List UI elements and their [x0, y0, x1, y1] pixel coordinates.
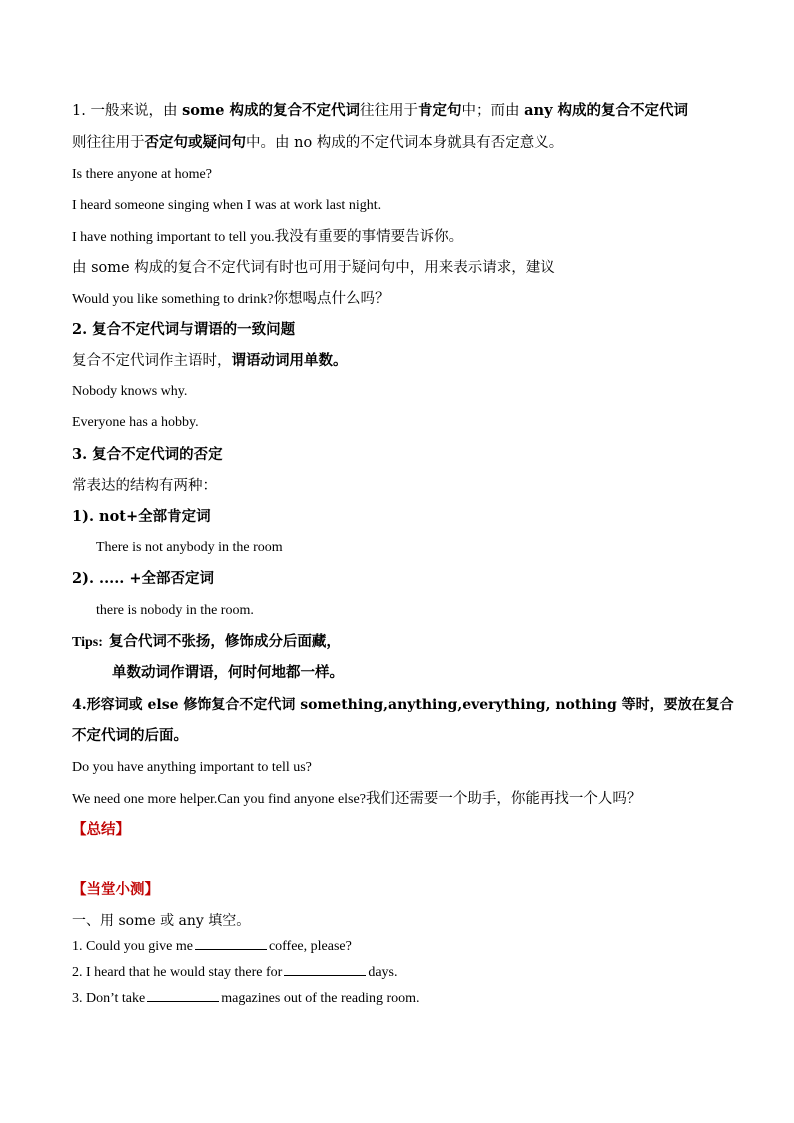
example-translation: 你想喝点什么吗？	[273, 291, 390, 307]
rule-3-line: 常表达的结构有两种：	[72, 478, 217, 494]
rule-2-line	[72, 351, 348, 371]
rule-2-text: 复合不定代词作主语时，	[72, 353, 232, 369]
tips-text: 复合代词不张扬，修饰成分后面藏，	[108, 633, 341, 650]
example-english: I have nothing important to tell you.	[72, 230, 275, 245]
example-translation: 我们还需要一个助手，你能再找一个人吗？	[365, 791, 642, 807]
example-sentence	[72, 289, 389, 310]
summary-heading: 【总结】	[72, 821, 130, 838]
question-text: 1. Could you give me	[72, 939, 193, 954]
question-text: days.	[368, 965, 398, 980]
quiz-heading: 【当堂小测】	[72, 881, 159, 898]
section-heading-4-cont: 不定代词的后面。	[72, 727, 188, 744]
example-english: Would you like something to drink?	[72, 292, 274, 307]
example-translation: 我没有重要的事情要告诉你。	[274, 229, 464, 245]
structure-2-heading: 2). ..... +全部否定词	[72, 570, 214, 587]
example-sentence: Is there anyone at home?	[72, 167, 212, 182]
rule-1-affirmative: 肯定句	[418, 102, 462, 119]
example-sentence: There is not anybody in the room	[96, 540, 283, 555]
rule-1-negative-question: 否定句或疑问句	[144, 134, 246, 151]
section-heading-2: 2. 复合不定代词与谓语的一致问题	[72, 321, 296, 338]
example-sentence	[72, 227, 463, 248]
rule-1-text: 中；而由	[461, 103, 525, 119]
example-sentence: Everyone has a hobby.	[72, 415, 199, 430]
answer-blank[interactable]	[147, 989, 219, 1002]
rule-2-emphasis: 谓语动词用单数。	[231, 352, 348, 369]
tips-line-2: 单数动词作谓语，何时何地都一样。	[112, 664, 344, 681]
answer-blank[interactable]	[284, 963, 366, 976]
question-text: 2. I heard that he would stay there for	[72, 965, 283, 980]
section-heading-3: 3. 复合不定代词的否定	[72, 446, 223, 463]
rule-1-line-2	[72, 133, 563, 153]
question-text: magazines out of the reading room.	[221, 991, 420, 1006]
question-text: 3. Don’t take	[72, 991, 146, 1006]
rule-1-line-1	[72, 101, 688, 121]
tips-line-1	[72, 632, 341, 653]
rule-1-some-term: some 构成的复合不定代词	[182, 102, 361, 119]
quiz-question-2	[72, 963, 398, 983]
quiz-question-1	[72, 937, 352, 957]
rule-1-text: 往往用于	[360, 103, 419, 119]
answer-blank[interactable]	[195, 937, 267, 950]
example-sentence: Nobody knows why.	[72, 384, 188, 399]
rule-1-text: 1. 一般来说，由	[72, 103, 183, 119]
example-sentence	[72, 789, 641, 810]
structure-1-heading: 1). not+全部肯定词	[72, 508, 211, 525]
question-text: coffee, please?	[268, 939, 352, 954]
quiz-question-3	[72, 989, 420, 1009]
note-line: 由 some 构成的复合不定代词有时也可用于疑问句中，用来表示请求，建议	[72, 260, 555, 276]
rule-1-text: 则往往用于	[72, 135, 145, 151]
example-english: We need one more helper.Can you find anyone else?	[72, 792, 366, 807]
rule-1-any-term: any 构成的复合不定代词	[524, 102, 689, 119]
rule-1-text: 中。由 no 构成的不定代词本身就具有否定意义。	[246, 135, 564, 151]
example-sentence: there is nobody in the room.	[96, 603, 254, 618]
tips-label: Tips:	[72, 635, 103, 650]
quiz-instruction: 一、用 some 或 any 填空。	[72, 913, 251, 929]
example-sentence: I heard someone singing when I was at work last night.	[72, 198, 382, 213]
section-heading-4: 4.形容词或 else 修饰复合不定代词 something,anything,everything, nothing 等时，要放在复合	[72, 697, 734, 713]
example-sentence: Do you have anything important to tell us?	[72, 760, 312, 775]
